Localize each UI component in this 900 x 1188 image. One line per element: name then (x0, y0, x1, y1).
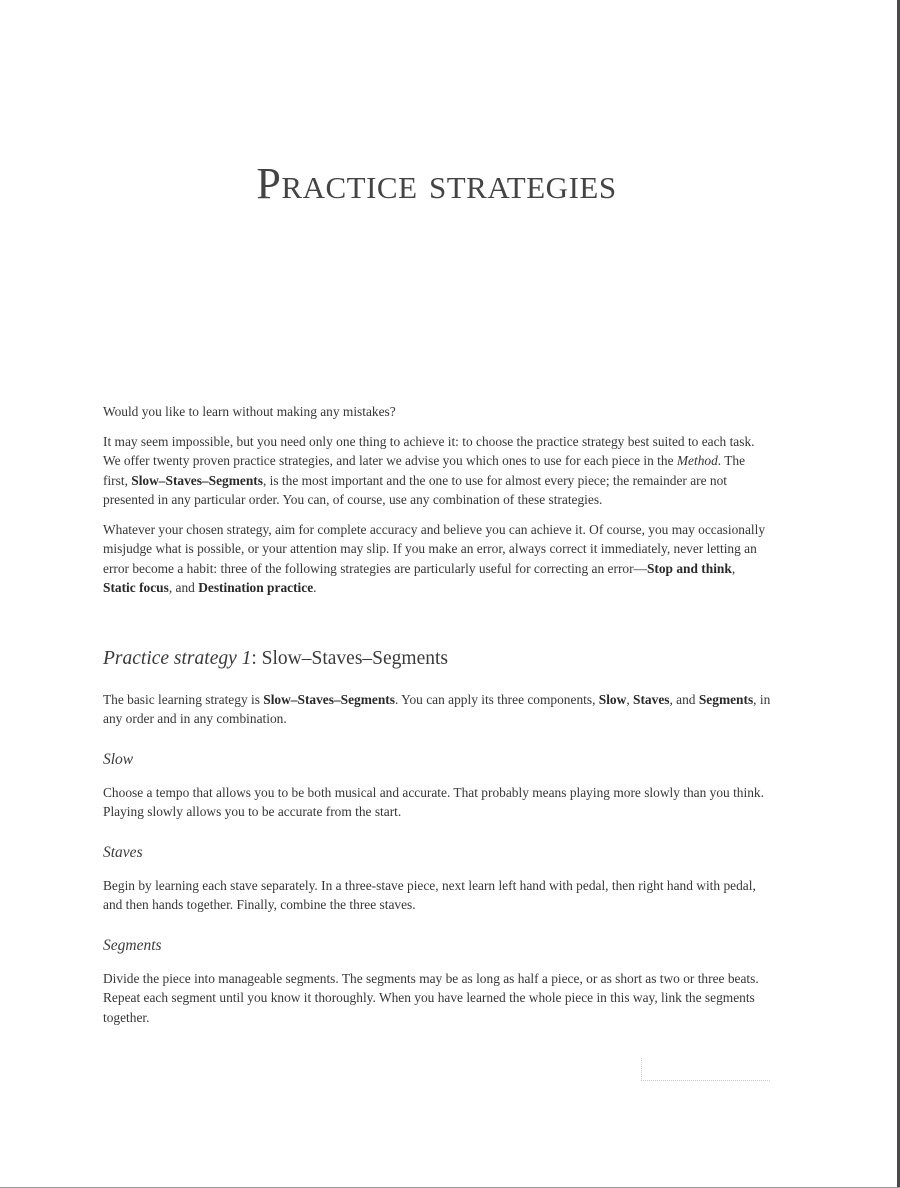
subheading-segments: Segments (103, 936, 162, 954)
body-text (103, 402, 771, 1027)
component-name: Slow (598, 691, 627, 707)
text-run: . The first, (103, 453, 746, 488)
section-lead-paragraph (103, 690, 771, 729)
text-run: , is the most important and the one to use for almost every piece; the remainder are not presented in any particular order. You can, of course, use any combination of these strategies. (103, 472, 728, 507)
text-run: , in any order and in any combination. (103, 691, 771, 726)
component-name: Segments (698, 691, 754, 707)
text-run: . You can apply its three components, (394, 691, 599, 707)
text-run: , (626, 691, 634, 707)
text-run: , and (669, 691, 699, 707)
section-heading-title: : Slow–Staves–Segments (251, 647, 449, 669)
subheading-staves: Staves (103, 843, 143, 861)
segments-paragraph: Divide the piece into manageable segments. The segments may be as long as half a piece, or as short as two or three beats. Repeat each segment until you know it thoroughly. When you have learned the whole piece in this way, link the segments together. (103, 970, 759, 1025)
strategy-name: Slow–Staves–Segments (263, 691, 395, 707)
strategy-name: Static focus (103, 580, 169, 595)
staves-paragraph: Begin by learning each stave separately. In a three-stave piece, next learn left hand with pedal, then right hand with pedal, and then hands together. Finally, combine the three staves. (103, 877, 756, 912)
intro-paragraph-1 (103, 432, 771, 510)
crop-mark (641, 1058, 770, 1081)
method-title: Method (676, 453, 718, 468)
text-run: Whatever your chosen strategy, aim for complete accuracy and believe you can achieve it. Of course, you may occasionally misjudge what is possible, or your attention may slip. If you make an error, always correct it immediately, never letting an error become a habit: three of the following strategies are particularly useful for correcting an error— (103, 521, 766, 576)
intro-question: Would you like to learn without making any mistakes? (103, 404, 396, 419)
strategy-name: Stop and think (646, 560, 732, 576)
text-run: , (731, 560, 736, 576)
component-name: Staves (633, 691, 670, 707)
section-heading-number: Practice strategy 1 (103, 647, 252, 669)
text-run: , and (168, 580, 199, 595)
strategy-name: Slow–Staves–Segments (131, 472, 263, 488)
slow-paragraph: Choose a tempo that allows you to be both musical and accurate. That probably means playing more slowly than you think. Playing slowly allows you to be accurate from the start. (103, 784, 764, 819)
section-heading (103, 646, 771, 672)
strategy-name: Destination practice (198, 580, 314, 595)
text-run: It may seem impossible, but you need only one thing to achieve it: to choose the practice strategy best suited to each task. We offer twenty proven practice strategies, and later we advise you which ones to use for each piece in the (103, 433, 755, 468)
text-run: The basic learning strategy is (103, 691, 264, 707)
text-run: . (313, 580, 317, 595)
subheading-slow: Slow (103, 750, 134, 768)
intro-paragraph-2 (103, 520, 771, 598)
page-title: Practice strategies (256, 159, 617, 208)
